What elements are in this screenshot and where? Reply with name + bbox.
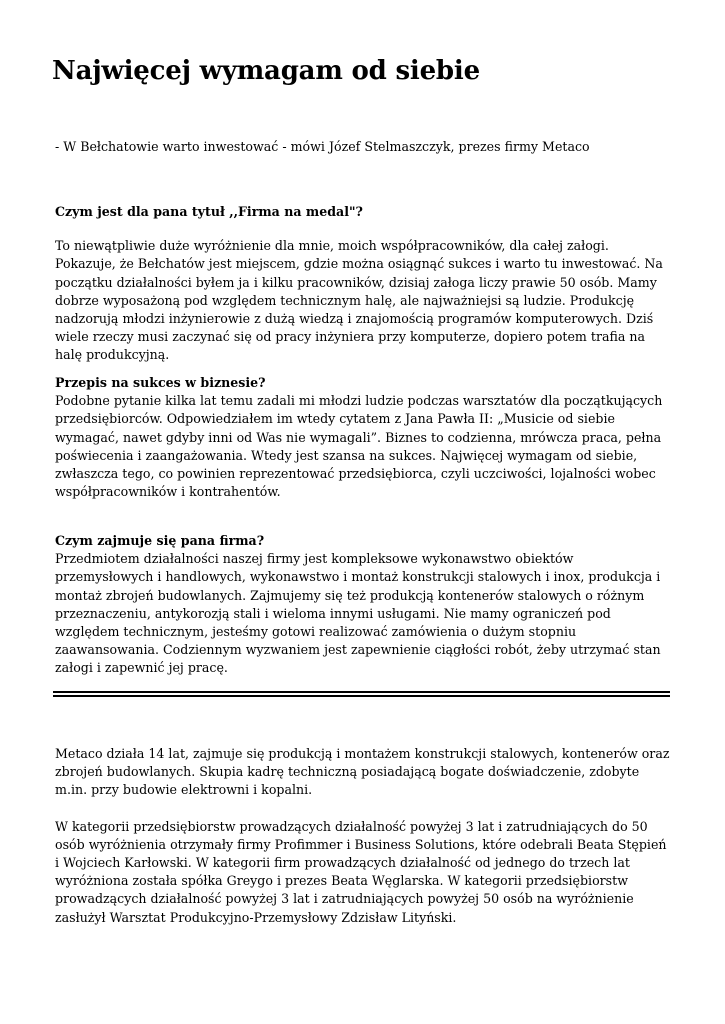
answer-1: To niewątpliwie duże wyróżnienie dla mnie, moich współpracowników, dla całej załogi. Pokazuje, że Bełchatów jest miejscem, gdzie można osiągnąć sukces i warto tu inwestować. Na początku działalności byłem ja i kilku pracowników, dzisiaj załoga liczy prawie 50 osób. Mamy dobrze wyposażoną pod względem technicznym halę, ale najważniejsi są ludzie. Produkcję nadzorują młodzi inżynierowie z dużą wiedzą i znajomością programów komputerowych. Dziś wiele rzeczy musi zaczynać się od pracy inżyniera przy komputerze, dopiero potem trafia na halę produkcyjną. — [55, 238, 663, 363]
question-1: Czym jest dla pana tytuł ,,Firma na medal"? — [55, 204, 363, 219]
info-paragraph-2: W kategorii przedsiębiorstw prowadzących działalność powyżej 3 lat i zatrudniających do 50 osób wyróżnienia otrzymały firmy Profimmer i Business Solutions, które odebrali Beata Stępień i Wojciech Karłowski. W kategorii firm prowadzących działalność od jednego do trzech lat wyróżniona została spółka Greygo i prezes Beata Węglarska. W kategorii przedsiębiorstw prowadzących działalność powyżej 3 lat i zatrudniających powyżej 50 osób na wyróżnienie zasłużył Warsztat Produkcyjno-Przemysłowy Zdzisław Lityński. — [55, 818, 667, 925]
info-paragraph-1: Metaco działa 14 lat, zajmuje się produkcją i montażem konstrukcji stalowych, kontenerów oraz zbrojeń budowlanych. Skupia kadrę techniczną posiadającą bogate doświadczenie, zdobyte m.in. przy budowie elektrowni i kopalni. — [55, 746, 670, 798]
info-section — [55, 745, 673, 927]
qa-block-1 — [55, 203, 673, 365]
question-2: Przepis na sukces w biznesie? — [55, 375, 266, 390]
answer-2: Podobne pytanie kilka lat temu zadali mi młodzi ludzie podczas warsztatów dla początkujących przedsiębiorców. Odpowiedziałem im wtedy cytatem z Jana Pawła II: „Musicie od siebie wymagać, nawet gdyby inni od Was nie wymagali”. Biznes to codzienna, mrówcza praca, pełna poświecenia i zaangażowania. Wtedy jest szansa na sukces. Najwięcej wymagam od siebie, zwłaszcza tego, co powinien reprezentować przedsiębiorca, czyli uczciwości, lojalności wobec współpracowników i kontrahentów. — [55, 393, 663, 500]
qa-block-3 — [55, 532, 673, 678]
section-divider — [53, 691, 670, 697]
answer-3: Przedmiotem działalności naszej firmy jest kompleksowe wykonawstwo obiektów przemysłowych i handlowych, wykonawstwo i montaż konstrukcji stalowych i inox, produkcja i montaż zbrojeń budowlanych. Zajmujemy się też produkcją kontenerów stalowych o różnym przeznaczeniu, antykorozją stali i wieloma innymi usługami. Nie mamy ograniczeń pod względem technicznym, jesteśmy gotowi realizować zamówienia o dużym stopniu zaawansowania. Codziennym wyzwaniem jest zapewnienie ciągłości robót, żeby utrzymać stan załogi i zapewnić jej pracę. — [55, 551, 661, 676]
question-3: Czym zajmuje się pana firma? — [55, 533, 265, 548]
article-lead: - W Bełchatowie warto inwestować - mówi Józef Stelmaszczyk, prezes firmy Metaco — [55, 139, 590, 154]
qa-block-2 — [55, 374, 673, 501]
article-title: Najwięcej wymagam od siebie — [52, 56, 480, 86]
